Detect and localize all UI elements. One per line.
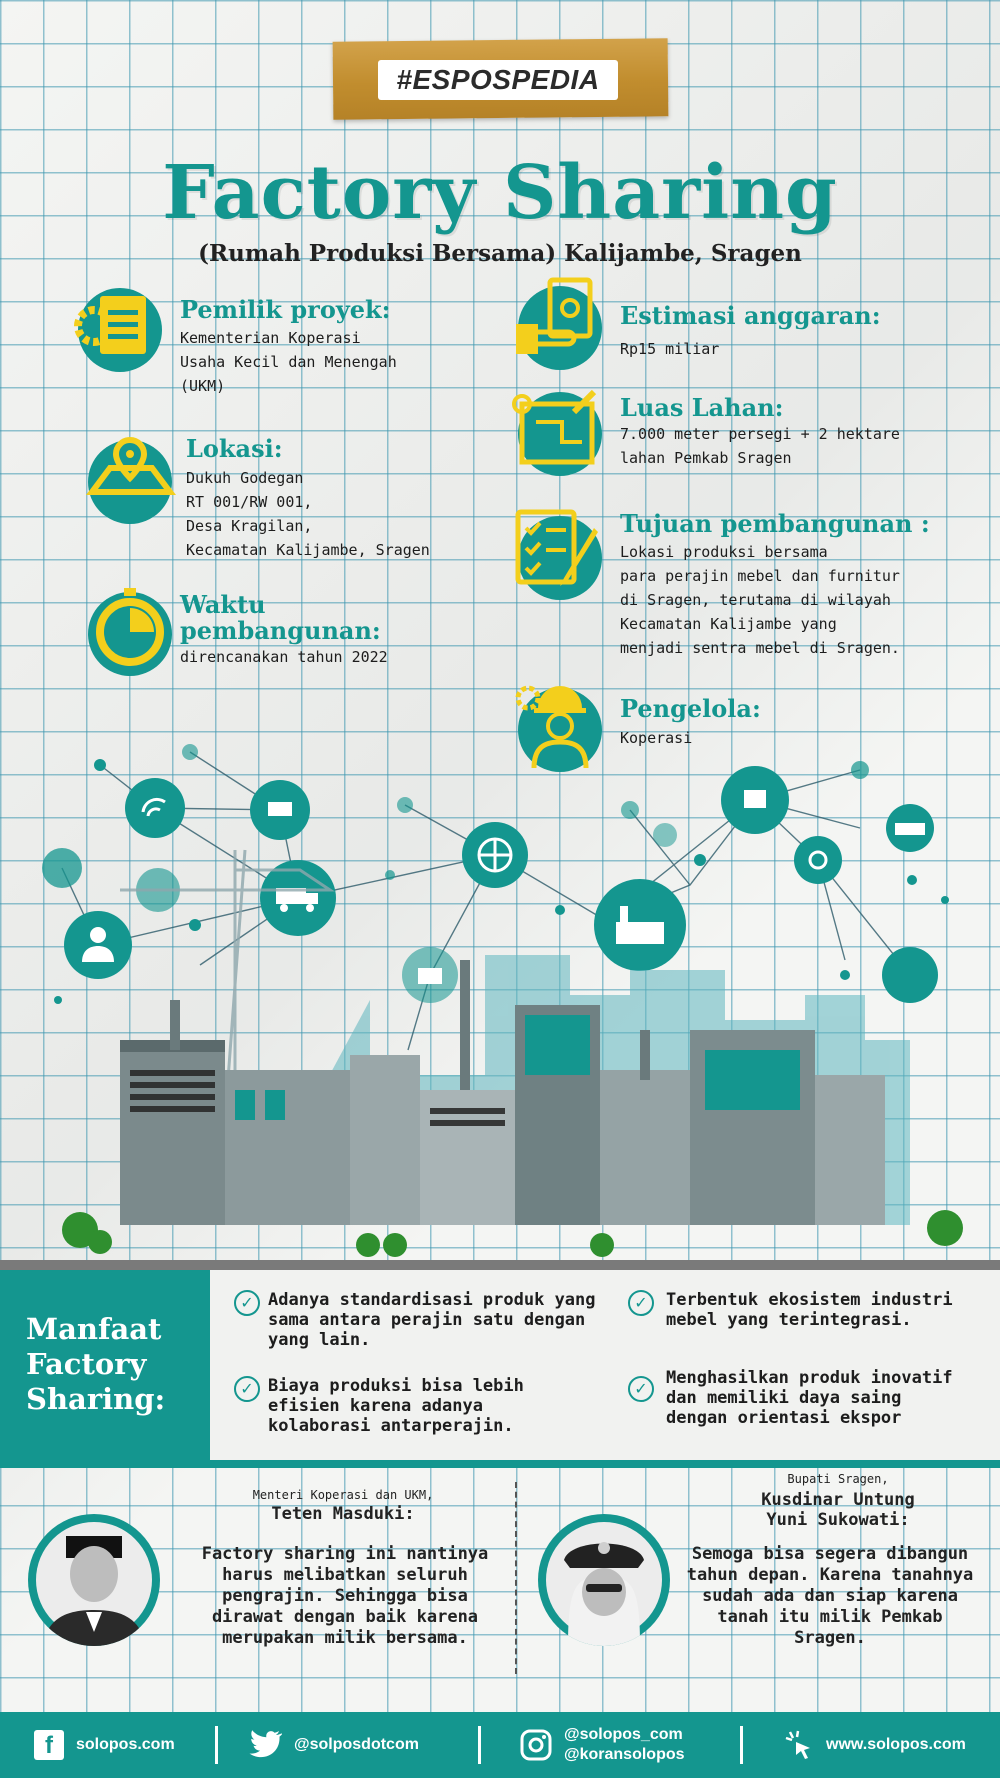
land-heading: Luas Lahan: — [620, 393, 784, 422]
quote-1-role: Menteri Koperasi dan UKM, — [252, 1488, 434, 1502]
footer-separator — [740, 1726, 743, 1764]
footer-website[interactable] — [784, 1712, 966, 1778]
website-url: www.solopos.com — [826, 1736, 966, 1753]
instagram-handle-2: @koransolopos — [564, 1746, 685, 1763]
twitter-icon — [246, 1730, 282, 1760]
quote-1-text: Factory sharing ini nantinya harus melibatkan seluruh pengrajin. Sehingga bisa dirawat dengan baik karena merupakan milik bersama. — [201, 1544, 489, 1648]
owner-heading: Pemilik proyek: — [180, 295, 391, 324]
benefit-4: Menghasilkan produk inovatif dan memiliki daya saing dengan orientasi ekspor — [666, 1368, 953, 1428]
page-subtitle: (Rumah Produksi Bersama) Kalijambe, Sragen — [198, 240, 802, 267]
check-icon: ✓ — [628, 1376, 654, 1402]
map-pin-icon — [88, 440, 172, 524]
page-title: Factory Sharing — [162, 150, 838, 236]
check-icon: ✓ — [234, 1376, 260, 1402]
instagram-icon — [520, 1729, 552, 1761]
quote-divider — [515, 1482, 517, 1674]
money-hand-icon — [518, 286, 602, 370]
stopwatch-icon — [88, 592, 172, 676]
factory-illustration — [0, 730, 1000, 1270]
time-text: direncanakan tahun 2022 — [180, 648, 388, 666]
location-heading: Lokasi: — [186, 434, 283, 463]
time-heading: Waktu pembangunan: — [180, 590, 381, 645]
manager-text: Koperasi — [620, 729, 693, 747]
checklist-icon — [518, 516, 602, 600]
footer-twitter[interactable] — [246, 1712, 419, 1778]
facebook-handle: solopos.com — [76, 1736, 175, 1753]
facebook-icon: f — [34, 1730, 64, 1760]
benefits-title: Manfaat Factory Sharing: — [26, 1312, 166, 1416]
quote-2-name: Kusdinar Untung Yuni Sukowati: — [761, 1490, 915, 1530]
footer-facebook[interactable] — [34, 1712, 175, 1778]
twitter-handle: @solposdotcom — [294, 1736, 419, 1753]
tag-label: #ESPOSPEDIA — [378, 60, 618, 100]
benefit-3: Terbentuk ekosistem industri mebel yang terintegrasi. — [666, 1290, 953, 1330]
quote-1-name: Teten Masduki: — [271, 1504, 415, 1524]
location-text: Dukuh Godegan RT 001/RW 001, Desa Kragilan, Kecamatan Kalijambe, Sragen — [186, 469, 430, 559]
quote-2-text: Semoga bisa segera dibangun tahun depan. Karena tanahnya sudah ada dan siap karena tanah itu milik Pemkab Sragen. — [686, 1544, 974, 1648]
instagram-handle-1: @solopos_com — [564, 1726, 683, 1743]
manager-heading: Pengelola: — [620, 694, 761, 723]
band-bottom-line — [0, 1460, 1000, 1468]
blueprint-icon — [518, 392, 602, 476]
quote-2-role: Bupati Sragen, — [787, 1472, 889, 1486]
check-icon: ✓ — [628, 1290, 654, 1316]
ground-line — [0, 1262, 1000, 1270]
purpose-text: Lokasi produksi bersama para perajin mebel dan furnitur di Sragen, terutama di wilayah Kecamatan Kalijambe yang menjadi sentra mebel di Sragen. — [620, 543, 900, 657]
document-gear-icon — [78, 288, 162, 372]
footer-separator — [478, 1726, 481, 1764]
footer-separator — [215, 1726, 218, 1764]
benefit-1: Adanya standardisasi produk yang sama antara perajin satu dengan yang lain. — [268, 1290, 596, 1350]
footer-instagram[interactable] — [520, 1712, 685, 1778]
budget-text: Rp15 miliar — [620, 340, 720, 358]
owner-text: Kementerian Koperasi Usaha Kecil dan Menengah (UKM) — [180, 329, 397, 395]
land-text: 7.000 meter persegi + 2 hektare lahan Pemkab Sragen — [620, 425, 900, 467]
avatar-teten — [28, 1514, 160, 1646]
purpose-heading: Tujuan pembangunan : — [620, 509, 930, 538]
avatar-kusdinar — [538, 1514, 670, 1646]
budget-heading: Estimasi anggaran: — [620, 301, 881, 330]
cursor-click-icon — [784, 1730, 814, 1760]
benefit-2: Biaya produksi bisa lebih efisien karena adanya kolaborasi antarperajin. — [268, 1376, 524, 1436]
check-icon: ✓ — [234, 1290, 260, 1316]
